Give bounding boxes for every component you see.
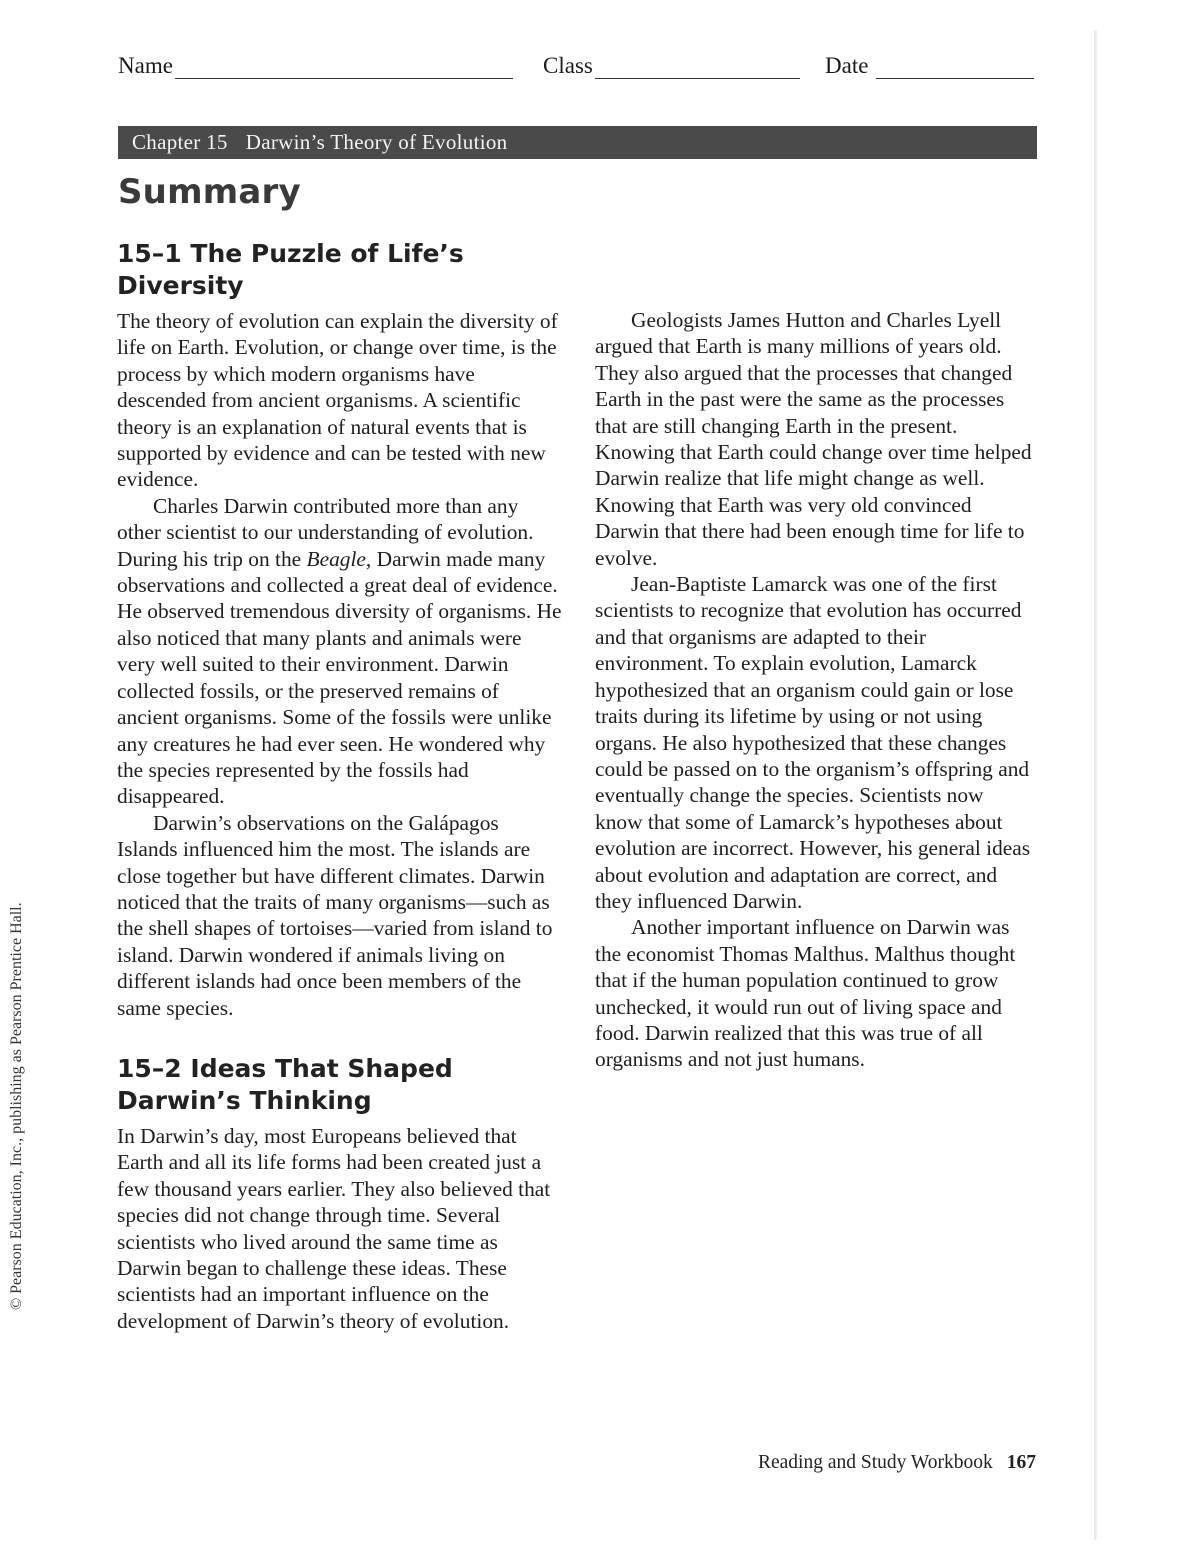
chapter-number: Chapter 15 — [132, 130, 228, 154]
name-label: Name — [118, 53, 173, 78]
paragraph: Jean-Baptiste Lamarck was one of the first scientists to recognize that evolution has occurred and that organisms are adapted to their environment. To explain evolution, Lamarck hypothesized that an organism could gain or lose traits during its lifetime by using or not using organs. He also hypothesized that these changes could be passed on to the organism’s offspring and eventually change the species. Scientists now know that some of Lamarck’s hypotheses about evolution are incorrect. However, his general ideas about evolution and adaptation are correct, and they influenced Darwin. — [595, 572, 1031, 913]
section-heading-15-2 — [117, 1053, 562, 1117]
workbook-title: Reading and Study Workbook — [757, 1452, 993, 1473]
heading-line: Darwin’s Thinking — [117, 1085, 372, 1115]
paragraph: The theory of evolution can explain the diversity of life on Earth. Evolution, or change over time, is the process by which modern organisms have descended from ancient organisms. A scientific theory is an explanation of natural events that is supported by evidence and can be tested with new evidence. — [117, 309, 558, 492]
name-field[interactable] — [118, 52, 513, 79]
page-edge-shadow — [1094, 30, 1097, 1540]
class-line[interactable] — [595, 52, 800, 79]
left-column — [117, 238, 562, 1334]
summary-title: Summary — [118, 172, 301, 212]
chapter-title: Darwin’s Theory of Evolution — [245, 130, 508, 154]
section-heading-15-1 — [117, 238, 562, 302]
date-field[interactable] — [825, 52, 1034, 79]
page-number: 167 — [1006, 1452, 1036, 1473]
header-fields — [118, 52, 1038, 86]
heading-line: 15–1 The Puzzle of Life’s — [117, 239, 464, 268]
right-column — [595, 307, 1035, 1073]
date-label: Date — [825, 53, 869, 78]
paragraph: In Darwin’s day, most Europeans believed that Earth and all its life forms had been created just a few thousand years earlier. They also believed that species did not change through time. Several scientists who lived around the same time as Darwin began to challenge these ideas. These scientists had an important influence on the development of Darwin’s theory of evolution. — [117, 1123, 551, 1333]
copyright-notice: © Pearson Education, Inc., publishing as Pearson Prentice Hall. — [8, 902, 25, 1310]
heading-line: Diversity — [117, 271, 244, 300]
ship-name: Beagle — [306, 546, 366, 571]
heading-line: 15–2 Ideas That Shaped — [117, 1053, 453, 1083]
chapter-banner — [118, 126, 1037, 159]
date-line[interactable] — [876, 52, 1034, 79]
paragraph: Geologists James Hutton and Charles Lyell argued that Earth is many millions of years old. They also argued that the processes that changed Earth in the past were the same as the processes that are still changing Earth in the present. Knowing that Earth could change over time helped Darwin realize that life might change as well. Knowing that Earth was very old convinced Darwin that there had been enough time for life to evolve. — [595, 308, 1032, 570]
class-field[interactable] — [543, 52, 800, 79]
paragraph: Darwin’s observations on the Galápagos Islands influenced him the most. The islands are close together but have different climates. Darwin noticed that the traits of many organisms—such as the shell shapes of tortoises—varied from island to island. Darwin wondered if animals living on different islands had once been members of the same species. — [117, 810, 553, 1020]
name-line[interactable] — [175, 52, 513, 79]
paragraph: Another important influence on Darwin was the economist Thomas Malthus. Malthus thought that if the human population continued to grow unchecked, it would run out of living space and food. Darwin realized that this was true of all organisms and not just humans. — [595, 915, 1016, 1072]
page-footer — [600, 1452, 1036, 1474]
class-label: Class — [543, 53, 593, 78]
paragraph-text: , Darwin made many observations and collected a great deal of evidence. He observed tremendous diversity of organisms. He also noticed that many plants and animals were very well suited to their environment. Darwin collected fossils, or the preserved remains of ancient organisms. Some of the fossils were unlike any creatures he had ever seen. He wondered why the species represented by the fossils had disappeared. — [117, 546, 562, 809]
paragraph-text: Charles Darwin contributed more than any other scientist to our understanding of evolution. During his trip on the — [117, 493, 534, 571]
paragraph — [117, 493, 562, 810]
